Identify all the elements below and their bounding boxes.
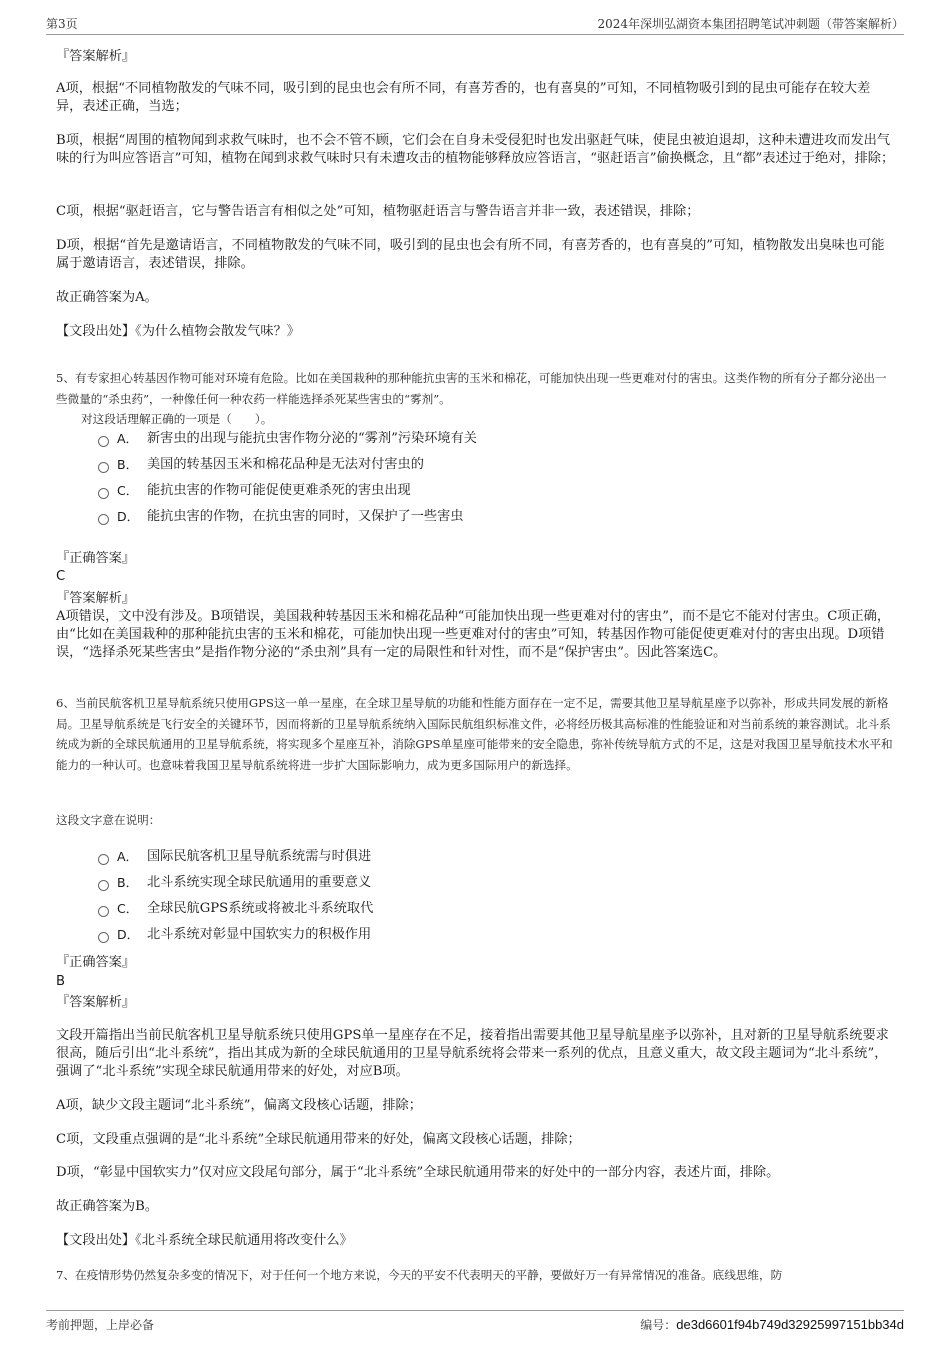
q6-answer-label: 『正确答案』 [56, 955, 136, 970]
q4-analysis-b: B项，根据“周围的植物闻到求救气味时，也不会不管不顾，它们会在自身未受侵犯时也发出驱赶气味，使昆虫被迫退却，这种未遭进攻而发出气味的行为叫应答语言”可知，植物在闻到求救气味时只有未遭攻击的植物能够释放应答语言，“驱赶语言”偷换概念，且“都”表述过于绝对，排除； [56, 133, 895, 166]
q6-option-c[interactable]: C． 全球民航GPS系统或将被北斗系统取代 [98, 900, 373, 918]
document-title: 2024年深圳弘湖资本集团招聘笔试冲刺题（带答案解析） [597, 17, 904, 31]
q6-analysis-d: D项，“彰显中国软实力”仅对应文段尾句部分，属于“北斗系统”全球民航通用带来的好处中的一部分内容，表述片面，排除。 [56, 1165, 780, 1180]
q6-analysis: 文段开篇指出当前民航客机卫星导航系统只使用GPS单一星座存在不足，接着指出需要其他卫星导航星座予以弥补，且对新的卫星导航系统要求很高，随后引出“北斗系统”，指出其成为新的全球民航通用的卫星导航系统将会带来一系列的优点，且意义重大，故文段主题词为“北斗系统”，强调了“北斗系统”实现全球民航通用带来的好处，对应B项。 [56, 1028, 889, 1079]
document-id-label: 编号： [640, 1318, 677, 1332]
q4-analysis-a: A项，根据“不同植物散发的气味不同，吸引到的昆虫也会有所不同，有喜芳香的，也有喜臭的”可知，不同植物吸引到的昆虫可能存在较大差异，表述正确，当选； [56, 81, 871, 114]
q4-conclusion: 故正确答案为A。 [56, 290, 158, 305]
document-id-value: de3d6601f94b749d32925997151bb34d [676, 1317, 904, 1332]
q4-analysis-d: D项，根据“首先是邀请语言，不同植物散发的气味不同，吸引到的昆虫也会有所不同，有喜芳香的，也有喜臭的”可知，植物散发出臭味也可能属于邀请语言，表述错误，排除。 [56, 238, 885, 271]
q5-option-d[interactable]: D． 能抗虫害的作物，在抗虫害的同时，又保护了一些害虫 [98, 508, 464, 526]
q6-conclusion: 故正确答案为B。 [56, 1199, 159, 1214]
q6-stem: 6、当前民航客机卫星导航系统只使用GPS这一单一星座，在全球卫星导航的功能和性能方面存在一定不足，需要其他卫星导航星座予以弥补，形成共同发展的新格局。卫星导航系统是飞行安全的关键环节，因而将新的卫星导航系统纳入国际民航组织标准文件，必将经历极其高标准的性能验证和对当前系统的兼容测试。北斗系统成为新的全球民航通用的卫星导航系统，将实现多个星座互补，消除GPS单星座可能带来的安全隐患，弥补传统导航方式的不足，这是对我国卫星导航技术水平和能力的一种认可。也意味着我国卫星导航系统将进一步扩大国际影响力，成为更多国际用户的新选择。 [56, 696, 893, 772]
header-divider [46, 34, 904, 35]
radio-icon[interactable] [98, 488, 109, 499]
q6-answer: B [56, 974, 66, 989]
q7-stem: 7、在疫情形势仍然复杂多变的情况下，对于任何一个地方来说，今天的平安不代表明天的平静，要做好万一有异常情况的准备。底线思维，防 [56, 1268, 783, 1282]
q4-analysis-label: 『答案解析』 [56, 49, 136, 64]
radio-icon[interactable] [98, 462, 109, 473]
q6-ask: 这段文字意在说明： [56, 813, 161, 827]
radio-icon[interactable] [98, 514, 109, 525]
q5-option-b[interactable]: B． 美国的转基因玉米和棉花品种是无法对付害虫的 [98, 456, 424, 474]
q6-analysis-a: A项，缺少文段主题词“北斗系统”，偏离文段核心话题，排除； [56, 1098, 422, 1113]
footer-slogan: 考前押题，上岸必备 [46, 1318, 155, 1332]
radio-icon[interactable] [98, 906, 109, 917]
q5-answer-label: 『正确答案』 [56, 551, 136, 566]
q5-analysis: A项错误，文中没有涉及。B项错误，美国栽种转基因玉米和棉花品种“可能加快出现一些更难对付的害虫”，而不是它不能对付害虫。C项正确，由“比如在美国栽种的那种能抗虫害的玉米和棉花，可能加快出现一些更难对付的害虫”可知，转基因作物可能促使更难对付的害虫出现。D项错误，“选择杀死某些害虫”是指作物分泌的“杀虫剂”具有一定的局限性和针对性，而不是“保护害虫”。因此答案选C。 [56, 609, 891, 660]
q4-analysis-c: C项，根据“驱赶语言，它与警告语言有相似之处”可知，植物驱赶语言与警告语言并非一致，表述错误，排除； [56, 204, 700, 219]
radio-icon[interactable] [98, 436, 109, 447]
q5-ask: 对这段话理解正确的一项是（ ）。 [81, 412, 273, 426]
q6-analysis-label: 『答案解析』 [56, 995, 136, 1010]
radio-icon[interactable] [98, 932, 109, 943]
q5-stem: 5、有专家担心转基因作物可能对环境有危险。比如在美国栽种的那种能抗虫害的玉米和棉花，可能加快出现一些更难对付的害虫。这类作物的所有分子都分泌出一些微量的“杀虫药”，一种像任何一种农药一样能选择杀死某些害虫的“雾剂”。 [56, 371, 887, 406]
q6-option-b[interactable]: B． 北斗系统实现全球民航通用的重要意义 [98, 874, 371, 892]
footer-divider [46, 1310, 904, 1311]
q6-option-d[interactable]: D． 北斗系统对彰显中国软实力的积极作用 [98, 926, 371, 944]
radio-icon[interactable] [98, 854, 109, 865]
radio-icon[interactable] [98, 880, 109, 891]
q4-source: 【文段出处】《为什么植物会散发气味？》 [56, 324, 300, 339]
q5-answer: C [56, 569, 66, 584]
q5-option-a[interactable]: A． 新害虫的出现与能抗虫害作物分泌的“雾剂”污染环境有关 [98, 430, 477, 448]
q5-option-c[interactable]: C． 能抗虫害的作物可能促使更难杀死的害虫出现 [98, 482, 411, 500]
q6-option-a[interactable]: A． 国际民航客机卫星导航系统需与时俱进 [98, 848, 371, 866]
document-id [640, 1316, 904, 1333]
q6-source: 【文段出处】《北斗系统全球民航通用将改变什么》 [56, 1233, 353, 1248]
q5-analysis-label: 『答案解析』 [56, 591, 136, 606]
page-number: 第3页 [46, 17, 78, 31]
q6-analysis-c: C项，文段重点强调的是“北斗系统”全球民航通用带来的好处，偏离文段核心话题，排除； [56, 1132, 581, 1147]
